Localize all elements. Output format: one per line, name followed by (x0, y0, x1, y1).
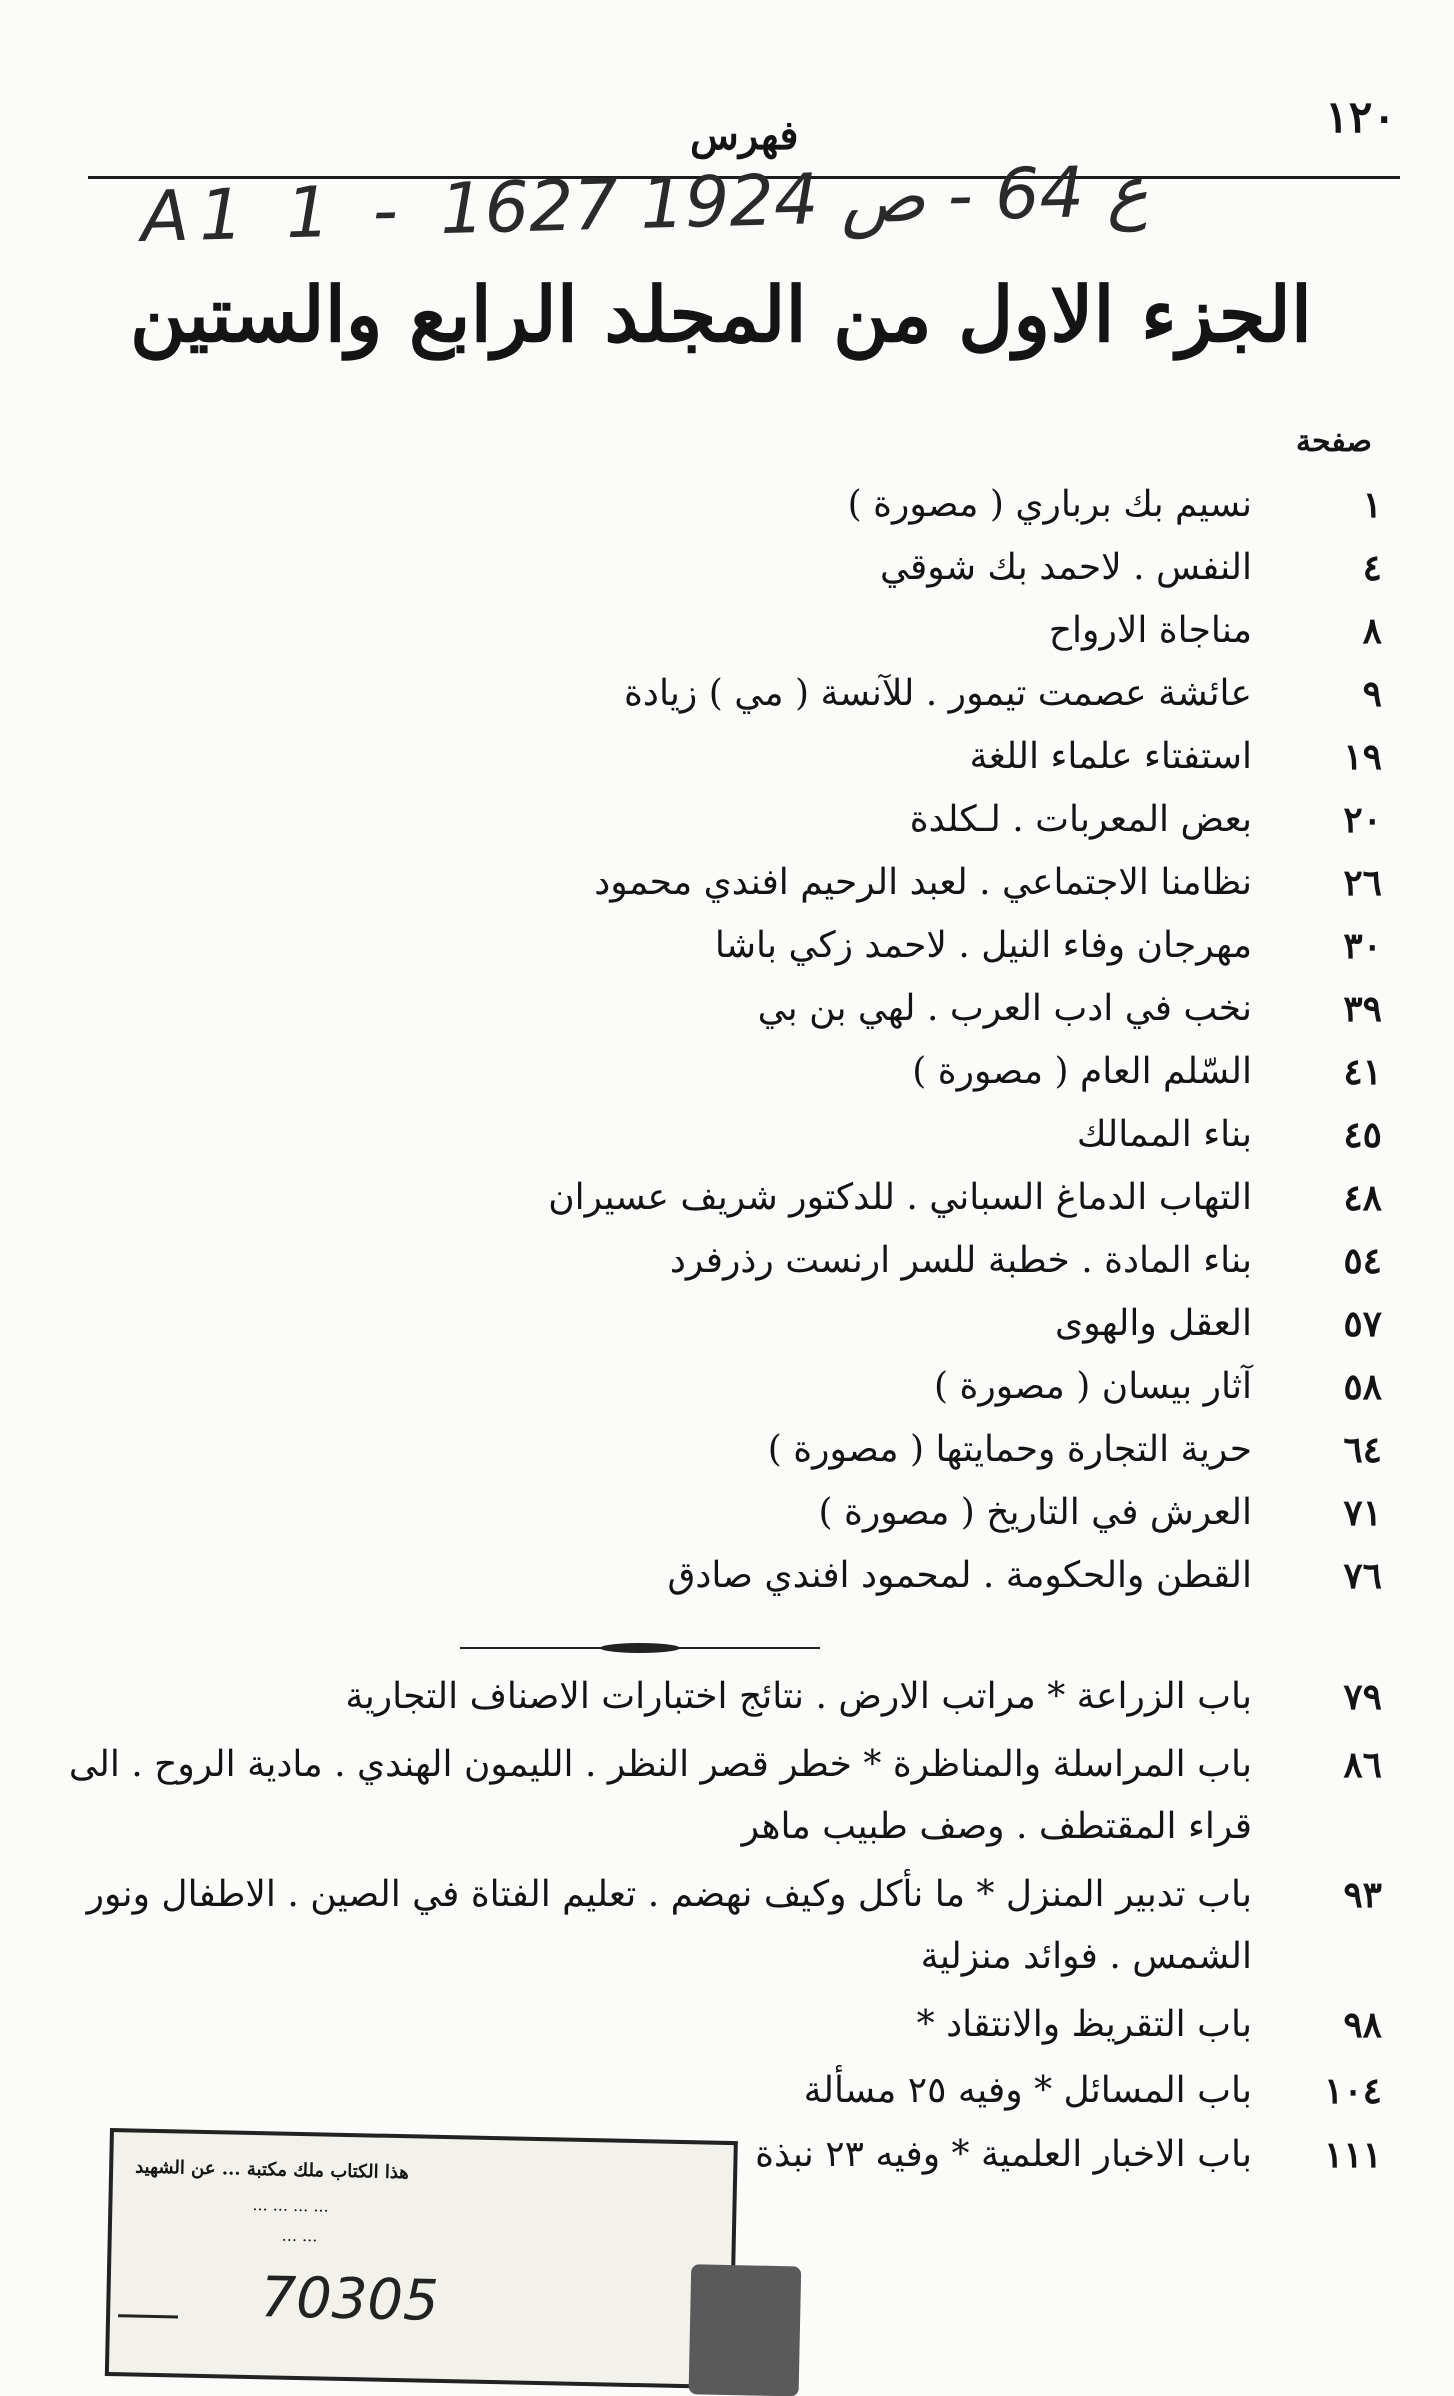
entry-title: بناء الممالك (1076, 1114, 1252, 1155)
section-line: الشمس . فوائد منزلية (920, 1936, 1252, 1977)
stamp-text-line: ... ... (281, 2225, 318, 2246)
entry-title: نسيم بك برباري ( مصورة ) (847, 484, 1252, 525)
entry-title: نظامنا الاجتماعي . لعبد الرحيم افندي محمود (594, 862, 1252, 903)
section-line: باب المسائل * وفيه ٢٥ مسألة (803, 2070, 1252, 2111)
entry-page-number: ٦٤ (1343, 1429, 1382, 1471)
ornamental-divider (460, 1642, 820, 1654)
entry-title: مناجاة الارواح (1048, 610, 1252, 651)
entry-page-number: ٥٤ (1343, 1240, 1382, 1282)
section-page-number: ٩٣ (1343, 1874, 1382, 1916)
entry-title: نخب في ادب العرب . لهي بن بي (757, 988, 1252, 1029)
entry-page-number: ٤١ (1343, 1051, 1382, 1093)
entry-title: القطن والحكومة . لمحمود افندي صادق (667, 1555, 1252, 1596)
entry-page-number: ٤ (1362, 547, 1382, 589)
entry-page-number: ٢٦ (1343, 862, 1382, 904)
entry-title: آثار بيسان ( مصورة ) (934, 1366, 1252, 1407)
entry-page-number: ٥٧ (1343, 1303, 1382, 1345)
section-line: باب التقريظ والانتقاد * (916, 2004, 1252, 2045)
entry-page-number: ٨ (1362, 610, 1382, 652)
volume-title: الجزء الاول من المجلد الرابع والستين (130, 270, 1312, 359)
entry-title: السّلم العام ( مصورة ) (912, 1051, 1252, 1092)
entry-page-number: ٥٨ (1343, 1366, 1382, 1408)
entry-title: العقل والهوى (1055, 1303, 1252, 1344)
section-page-number: ٧٩ (1343, 1676, 1382, 1718)
handwritten-call-number: A1 1 - ع 64 - ص 1924 1627 (140, 149, 1150, 258)
entry-title: بناء المادة . خطبة للسر ارنست رذرفرد (669, 1240, 1252, 1281)
section-line: قراء المقتطف . وصف طبيب ماهر (741, 1806, 1252, 1847)
running-head: فهرس (690, 112, 799, 159)
stamp-text-line: هذا الكتاب ملك مكتبة ... عن الشهيد (134, 2156, 410, 2184)
entry-title: عائشة عصمت تيمور . للآنسة ( مي ) زيادة (624, 673, 1252, 714)
entry-page-number: ١ (1362, 484, 1382, 526)
entry-page-number: ٢٠ (1343, 799, 1382, 841)
entry-title: بعض المعربات . لـكلدة (909, 799, 1252, 840)
section-line: باب تدبير المنزل * ما نأكل وكيف نهضم . تعليم الفتاة في الصين . الاطفال ونور (86, 1874, 1252, 1915)
section-page-number: ٩٨ (1343, 2004, 1382, 2046)
page-column-label: صفحة (1295, 424, 1372, 459)
section-page-number: ٨٦ (1343, 1744, 1382, 1786)
entry-title: العرش في التاريخ ( مصورة ) (818, 1492, 1252, 1533)
section-page-number: ١١١ (1323, 2134, 1382, 2176)
stamp-accession-number: 70305 (259, 2265, 440, 2334)
stamp-dash (118, 2314, 178, 2318)
entry-title: النفس . لاحمد بك شوقي (880, 547, 1252, 588)
entry-title: حرية التجارة وحمايتها ( مصورة ) (767, 1429, 1252, 1470)
section-line: باب المراسلة والمناظرة * خطر قصر النظر . الليمون الهندي . مادية الروح . الى (68, 1744, 1252, 1785)
section-line: باب الاخبار العلمية * وفيه ٢٣ نبذة (755, 2134, 1252, 2175)
section-line: باب الزراعة * مراتب الارض . نتائج اختبارات الاصناف التجارية (345, 1676, 1252, 1717)
entry-title: استفتاء علماء اللغة (969, 736, 1252, 777)
entry-page-number: ٤٨ (1343, 1177, 1382, 1219)
stamp-photo (689, 2264, 802, 2396)
stamp-text-line: ... ... ... ... (252, 2195, 329, 2216)
entry-title: التهاب الدماغ السباني . للدكتور شريف عسيران (548, 1177, 1252, 1218)
page-number: ١٢٠ (1325, 92, 1396, 143)
entry-title: مهرجان وفاء النيل . لاحمد زكي باشا (714, 925, 1252, 966)
library-stamp (105, 2128, 738, 2389)
entry-page-number: ٤٥ (1343, 1114, 1382, 1156)
entry-page-number: ٧١ (1343, 1492, 1382, 1534)
entry-page-number: ٣٩ (1343, 988, 1382, 1030)
entry-page-number: ٣٠ (1343, 925, 1382, 967)
entry-page-number: ٩ (1362, 673, 1382, 715)
entry-page-number: ٧٦ (1343, 1555, 1382, 1597)
section-page-number: ١٠٤ (1323, 2070, 1382, 2112)
entry-page-number: ١٩ (1343, 736, 1382, 778)
